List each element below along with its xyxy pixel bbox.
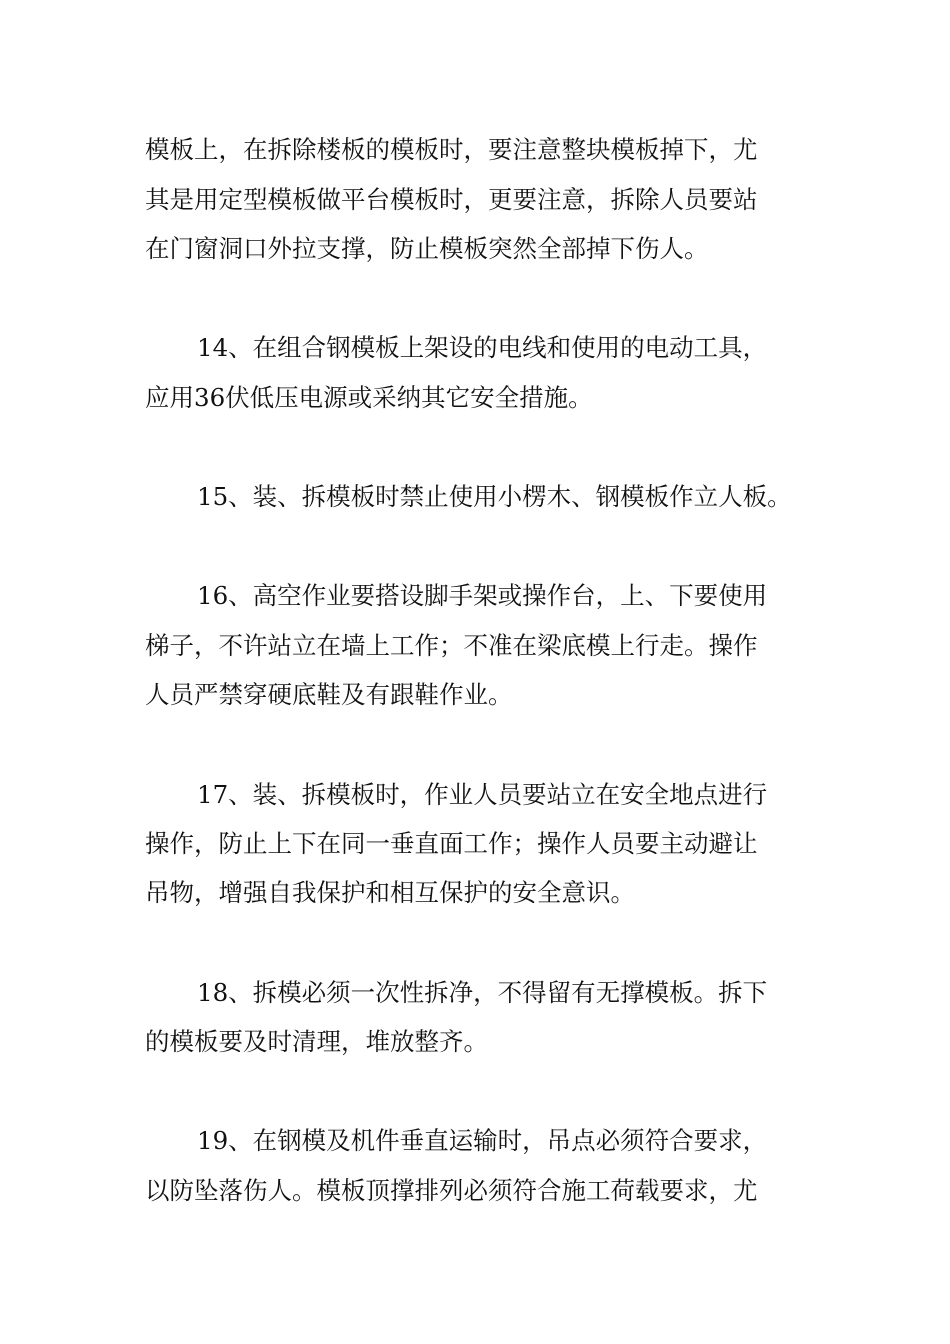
line-text: 16、高空作业要搭设脚手架或操作台，上、下要使用 [197, 581, 768, 610]
line-text: 人员严禁穿硬底鞋及有跟鞋作业。 [145, 680, 513, 709]
line-text: 模板上，在拆除楼板的模板时，要注意整块模板掉下，尤 [145, 135, 758, 164]
paragraph-17-line-2 [0, 824, 950, 864]
line-text: 在门窗洞口外拉支撑，防止模板突然全部掉下伤人。 [145, 234, 709, 263]
line-text: 的模板要及时清理，堆放整齐。 [145, 1027, 488, 1056]
line-text: 15、装、拆模板时禁止使用小楞木、钢模板作立人板。 [197, 482, 792, 511]
line-text: 操作，防止上下在同一垂直面工作；操作人员要主动避让 [145, 829, 758, 858]
line-text: 19、在钢模及机件垂直运输时，吊点必须符合要求， [197, 1126, 768, 1155]
paragraph-1-line-1 [0, 130, 950, 170]
line-text: 18、拆模必须一次性拆净，不得留有无撑模板。拆下 [197, 978, 768, 1007]
paragraph-18-line-2 [0, 1022, 950, 1062]
line-text: 吊物，增强自我保护和相互保护的安全意识。 [145, 878, 635, 907]
line-text: 以防坠落伤人。模板顶撑排列必须符合施工荷载要求，尤 [145, 1176, 758, 1205]
paragraph-14-line-2 [0, 378, 950, 418]
line-text: 应用36伏低压电源或采纳其它安全措施。 [145, 383, 593, 412]
line-text: 其是用定型模板做平台模板时，更要注意，拆除人员要站 [145, 185, 758, 214]
paragraph-16-line-2 [0, 626, 950, 666]
paragraph-14-line-1 [0, 328, 950, 368]
line-text: 14、在组合钢模板上架设的电线和使用的电动工具， [197, 333, 768, 362]
paragraph-17-line-3 [0, 873, 950, 913]
paragraph-19-line-1 [0, 1121, 950, 1161]
paragraph-16-line-1 [0, 576, 950, 616]
line-text: 梯子，不许站立在墙上工作；不准在梁底模上行走。操作 [145, 631, 758, 660]
paragraph-17-line-1 [0, 775, 950, 815]
paragraph-15-line-1 [0, 477, 950, 517]
line-text: 17、装、拆模板时，作业人员要站立在安全地点进行 [197, 780, 768, 809]
paragraph-19-line-2 [0, 1171, 950, 1211]
paragraph-1-line-2 [0, 180, 950, 220]
paragraph-16-line-3 [0, 675, 950, 715]
paragraph-1-line-3 [0, 229, 950, 269]
paragraph-18-line-1 [0, 973, 950, 1013]
